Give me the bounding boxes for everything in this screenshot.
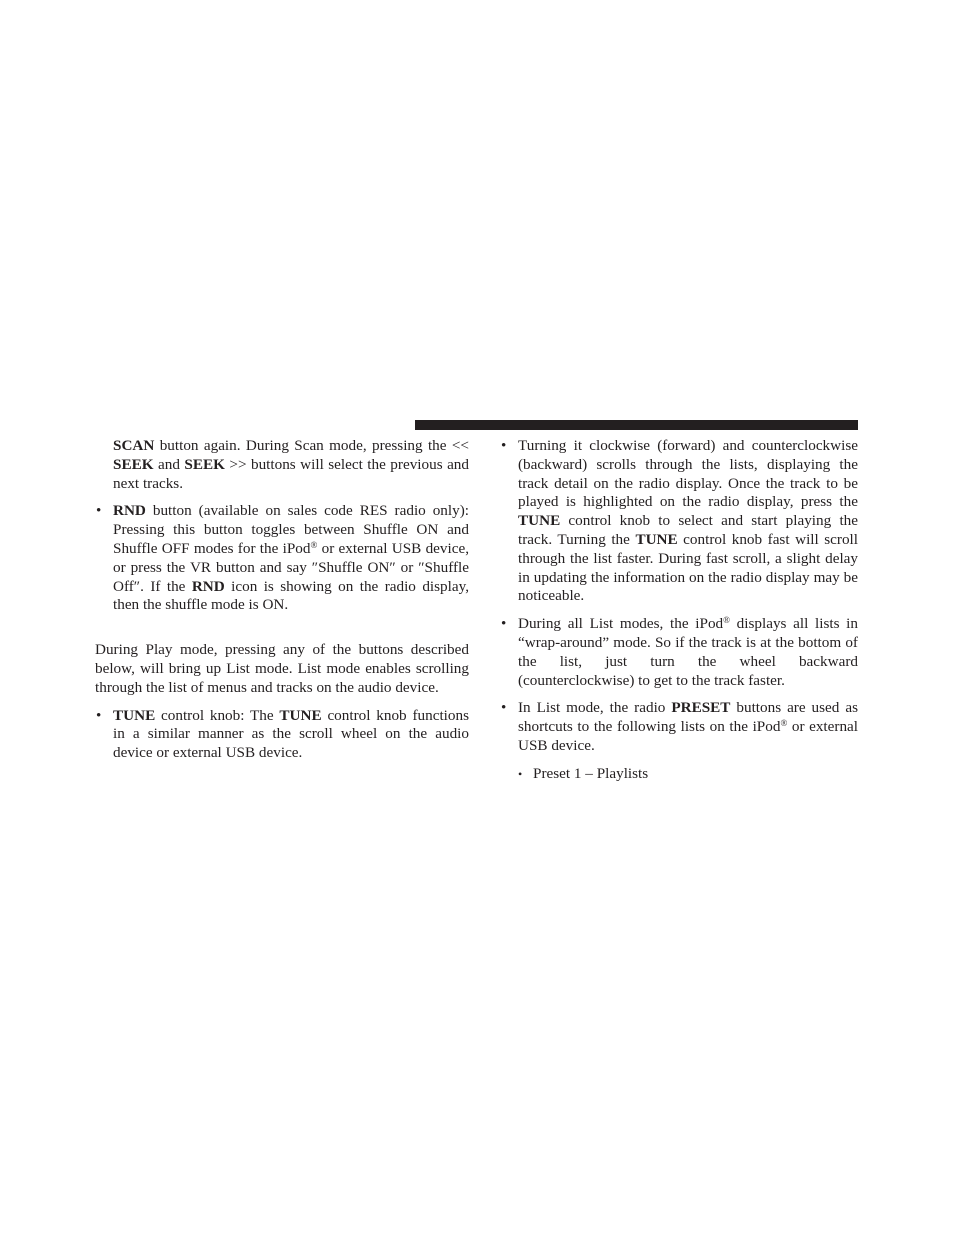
right-column: [500, 437, 858, 784]
turning-bullet: • Turning it clockwise (forward) and counterclockwise (backward) scrolls through the lists, displaying the track detail on the radio display. Once the track to be played is highlighted on the radio display, press the TUNE control knob to select and start playing the track. Turning the TUNE control knob fast will scroll through the list faster. During fast scroll, a slight delay in updating the information on the radio display may be noticeable.: [500, 437, 858, 606]
preset1-sub-bullet: • Preset 1 – Playlists: [500, 765, 858, 784]
left-column: [95, 437, 469, 763]
play-mode-paragraph: During Play mode, pressing any of the buttons described below, will bring up List mode. List mode enables scrolling through the list of menus and tracks on the audio device.: [95, 641, 469, 696]
wrap-around-bullet: • During all List modes, the iPod® displays all lists in “wrap-around” mode. So if the track is at the bottom of the list, just turn the wheel backward (counterclockwise) to get to the track faster.: [500, 615, 858, 690]
rnd-button-bullet: • RND button (available on sales code RES radio only): Pressing this button toggles between Shuffle ON and Shuffle OFF modes for the iPod® or external USB device, or press the VR button and say ″Shuffle ON″ or ″Shuffle Off″. If the RND icon is showing on the radio display, then the shuffle mode is ON.: [95, 502, 469, 615]
preset-buttons-bullet: • In List mode, the radio PRESET buttons are used as shortcuts to the following lists on the iPod® or external USB device.: [500, 699, 858, 755]
header-rule: [415, 420, 858, 430]
tune-knob-bullet: • TUNE control knob: The TUNE control knob functions in a similar manner as the scroll wheel on the audio device or external USB device.: [95, 707, 469, 763]
scan-continuation-paragraph: SCAN button again. During Scan mode, pressing the << SEEK and SEEK >> buttons will select the previous and next tracks.: [113, 437, 469, 492]
